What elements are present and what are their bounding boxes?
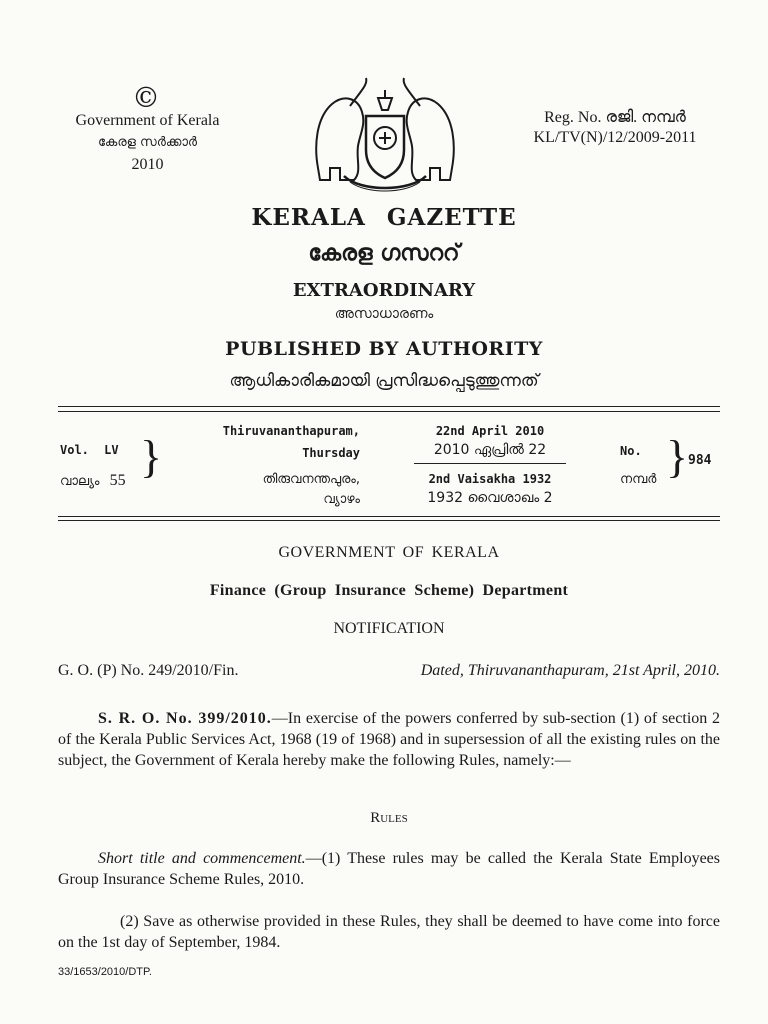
rule-1-text: —(1) These rules may be called the Kerala State Employees Group Insurance Scheme Rules, 2010. <box>58 850 721 888</box>
top-rule-1 <box>58 406 720 407</box>
sro-paragraph <box>58 708 720 771</box>
bottom-rule-1 <box>58 516 720 517</box>
volume-label-ml: വാല്യം 55 <box>60 472 126 489</box>
date-en: 22nd April 2010 <box>435 424 545 438</box>
issue-number: 984 <box>688 453 712 468</box>
print-code: 33/1653/2010/DTP. <box>58 966 152 978</box>
place-ml: തിരുവനന്തപുരം, <box>262 472 360 487</box>
date-ml: 2010 ഏപ്രിൽ 22 <box>433 442 547 458</box>
saka-date-ml: 1932 വൈശാഖം 2 <box>427 490 553 506</box>
top-rule-2 <box>58 411 720 412</box>
gazette-title-en: KERALA GAZETTE <box>251 204 517 231</box>
copyright-symbol: © <box>132 81 160 114</box>
extraordinary-en: EXTRAORDINARY <box>292 280 476 301</box>
government-name-ml: കേരള സർക്കാർ <box>97 135 198 150</box>
place-en: Thiruvananthapuram, <box>222 424 360 438</box>
saka-date-en: 2nd Vaisakha 1932 <box>428 472 552 486</box>
volume-label: Vol. LV <box>60 443 119 457</box>
kerala-state-emblem-icon <box>310 76 460 194</box>
rules-heading: Rules <box>370 810 408 826</box>
heading-department: Finance (Group Insurance Scheme) Department <box>209 582 569 599</box>
authority-ml: ആധികാരികമായി പ്രസിദ്ധപ്പെടുത്തുന്നത് <box>229 371 539 391</box>
number-label: No. <box>620 444 642 458</box>
government-name-en: Government of Kerala <box>75 112 220 129</box>
authority-en: PUBLISHED BY AUTHORITY <box>225 338 543 360</box>
sro-label: S. R. O. No. 399/2010. <box>98 710 272 727</box>
government-block <box>50 110 245 176</box>
heading-notification: NOTIFICATION <box>333 620 445 637</box>
rule-1-paragraph <box>58 848 720 890</box>
rule-2-paragraph: (2) Save as otherwise provided in these Rules, they shall be deemed to have come into force on the 1st day of September, 1984. <box>58 913 720 951</box>
registration-block <box>505 108 725 148</box>
registration-code: KL/TV(N)/12/2009-2011 <box>533 129 697 146</box>
number-label-ml: നമ്പർ <box>620 472 657 487</box>
sro-text: —In exercise of the powers conferred by sub-section (1) of section 2 of the Kerala Public Services Act, 1968 (19 of 1968) and in supersession of all the existing rules on the subject, the Government of Kerala hereby make the following Rules, namely:— <box>58 710 720 769</box>
date-underline <box>414 463 566 464</box>
extraordinary-ml: അസാധാരണം <box>334 306 434 322</box>
heading-government: GOVERNMENT OF KERALA <box>278 544 500 561</box>
day-ml: വ്യാഴം <box>323 492 360 507</box>
gazette-title-ml: കേരള ഗസററ് <box>308 241 460 266</box>
publication-year: 2010 <box>131 156 164 173</box>
rule-1-title: Short title and commencement. <box>98 850 306 867</box>
registration-label: Reg. No. രജി. നമ്പർ <box>544 109 686 126</box>
go-number: G. O. (P) No. 249/2010/Fin. <box>58 662 239 679</box>
bottom-rule-2 <box>58 520 720 521</box>
volume-brace: } <box>140 431 163 482</box>
number-brace: } <box>666 431 689 482</box>
go-dated: Dated, Thiruvananthapuram, 21st April, 2010. <box>420 662 720 679</box>
day-en: Thursday <box>302 446 360 460</box>
